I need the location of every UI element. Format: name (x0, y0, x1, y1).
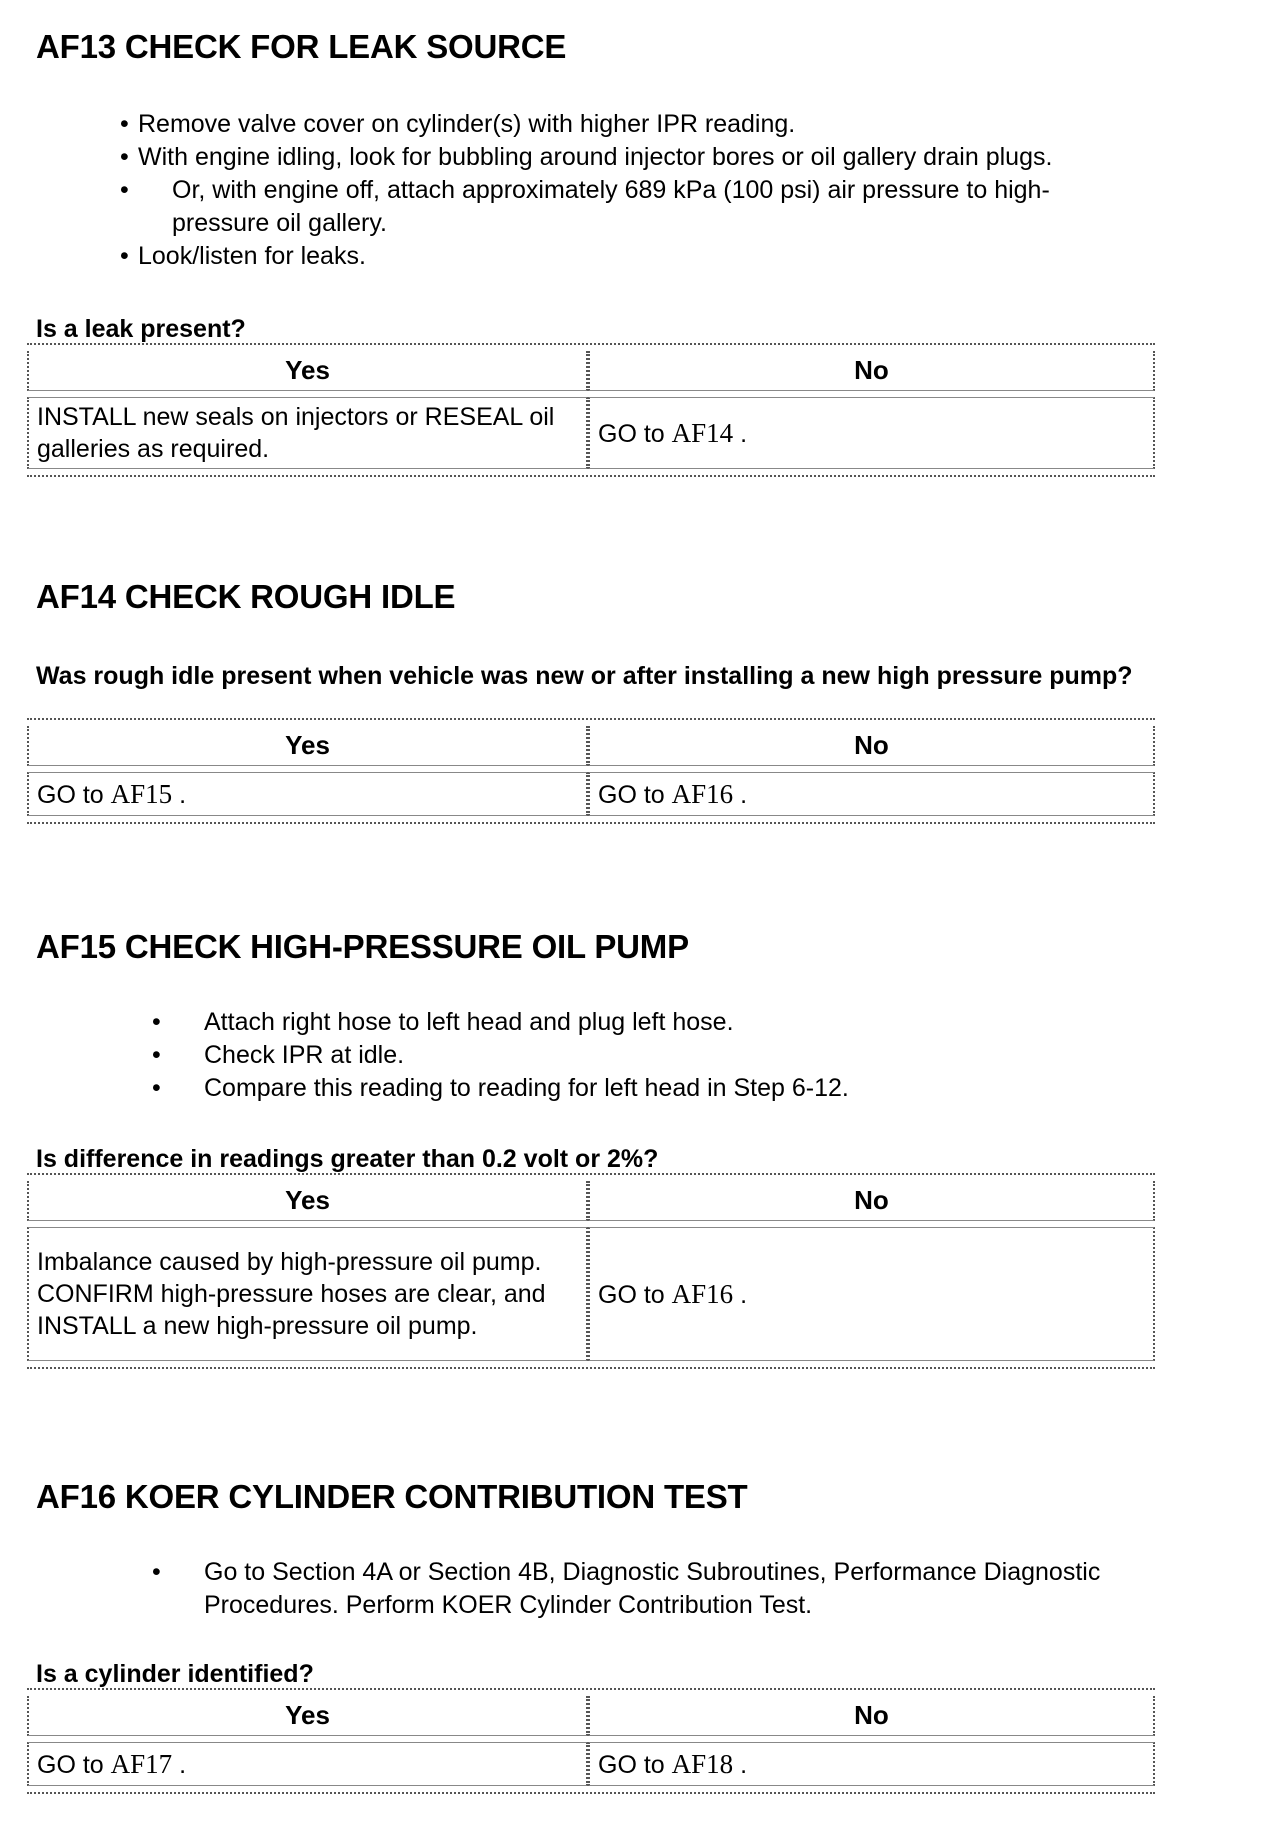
af13-no-cell (588, 397, 1155, 469)
af13-no-link[interactable]: AF14 (671, 417, 734, 448)
af15-yes-header: Yes (27, 1181, 588, 1221)
af16-bullet-list (0, 1556, 1264, 1622)
af16-yes-link[interactable]: AF17 (110, 1748, 173, 1779)
af15-bullet-list (0, 1006, 1264, 1105)
af16-question: Is a cylinder identified? (36, 1660, 314, 1688)
af16-no-link[interactable]: AF18 (671, 1748, 734, 1779)
af15-bullet-1: • Attach right hose to left head and plug left hose. (0, 1006, 1264, 1039)
section-heading-af14: AF14 CHECK ROUGH IDLE (36, 578, 456, 615)
af16-no-cell (588, 1742, 1155, 1786)
af16-yes-cell (27, 1742, 588, 1786)
af13-bullet-4: • Look/listen for leaks. (0, 240, 1264, 273)
af13-bullet-3-text: • Or, with engine off, attach approximately 689 kPa (100 psi) air pressure to high-pressure oil gallery. (172, 176, 1050, 237)
af14-no-cell (588, 772, 1155, 816)
af14-no-suffix: . (733, 780, 748, 809)
af13-yes-cell: INSTALL new seals on injectors or RESEAL oil galleries as required. (27, 397, 588, 469)
af16-yes-header: Yes (27, 1696, 588, 1736)
af13-no-prefix: GO to (598, 419, 672, 448)
af13-question: Is a leak present? (36, 315, 246, 343)
af14-yes-prefix: GO to (37, 780, 111, 809)
af13-no-header: No (588, 351, 1155, 391)
af16-yes-suffix: . (172, 1750, 187, 1779)
af14-yes-header: Yes (27, 726, 588, 766)
af15-no-cell (588, 1227, 1155, 1361)
af16-bullet-1: • Go to Section 4A or Section 4B, Diagnostic Subroutines, Performance Diagnostic Procedures. Perform KOER Cylinder Contribution Test. (0, 1556, 1230, 1622)
af15-yes-cell: Imbalance caused by high-pressure oil pump. CONFIRM high-pressure hoses are clear, and INSTALL a new high-pressure oil pump. (27, 1227, 588, 1361)
af14-yes-suffix: . (172, 780, 187, 809)
af14-no-link[interactable]: AF16 (671, 778, 734, 809)
section-heading-af15: AF15 CHECK HIGH-PRESSURE OIL PUMP (36, 928, 689, 965)
af13-bullet-3 (0, 174, 1090, 240)
section-heading-af16: AF16 KOER CYLINDER CONTRIBUTION TEST (36, 1478, 748, 1515)
af14-decision-table (27, 718, 1155, 824)
af16-no-prefix: GO to (598, 1750, 672, 1779)
af16-no-suffix: . (733, 1750, 748, 1779)
af14-no-header: No (588, 726, 1155, 766)
af13-decision-table (27, 343, 1155, 477)
af14-yes-cell (27, 772, 588, 816)
af16-decision-table (27, 1688, 1155, 1794)
af13-yes-header: Yes (27, 351, 588, 391)
af15-question: Is difference in readings greater than 0.2 volt or 2%? (36, 1145, 659, 1173)
af13-bullet-2: • With engine idling, look for bubbling around injector bores or oil gallery drain plugs. (0, 141, 1264, 174)
af14-question: Was rough idle present when vehicle was new or after installing a new high pressure pump? (36, 662, 1133, 690)
af13-bullet-1: • Remove valve cover on cylinder(s) with higher IPR reading. (0, 108, 1264, 141)
af16-no-header: No (588, 1696, 1155, 1736)
af13-no-suffix: . (733, 419, 748, 448)
af15-no-link[interactable]: AF16 (671, 1278, 734, 1309)
af15-no-prefix: GO to (598, 1280, 672, 1309)
af15-no-suffix: . (733, 1280, 748, 1309)
af15-bullet-3: • Compare this reading to reading for left head in Step 6-12. (0, 1072, 1264, 1105)
af16-yes-prefix: GO to (37, 1750, 111, 1779)
af15-decision-table (27, 1173, 1155, 1369)
af14-no-prefix: GO to (598, 780, 672, 809)
af15-no-header: No (588, 1181, 1155, 1221)
af15-bullet-2: • Check IPR at idle. (0, 1039, 1264, 1072)
af13-bullet-list (0, 108, 1264, 273)
section-heading-af13: AF13 CHECK FOR LEAK SOURCE (36, 28, 567, 65)
af14-yes-link[interactable]: AF15 (110, 778, 173, 809)
